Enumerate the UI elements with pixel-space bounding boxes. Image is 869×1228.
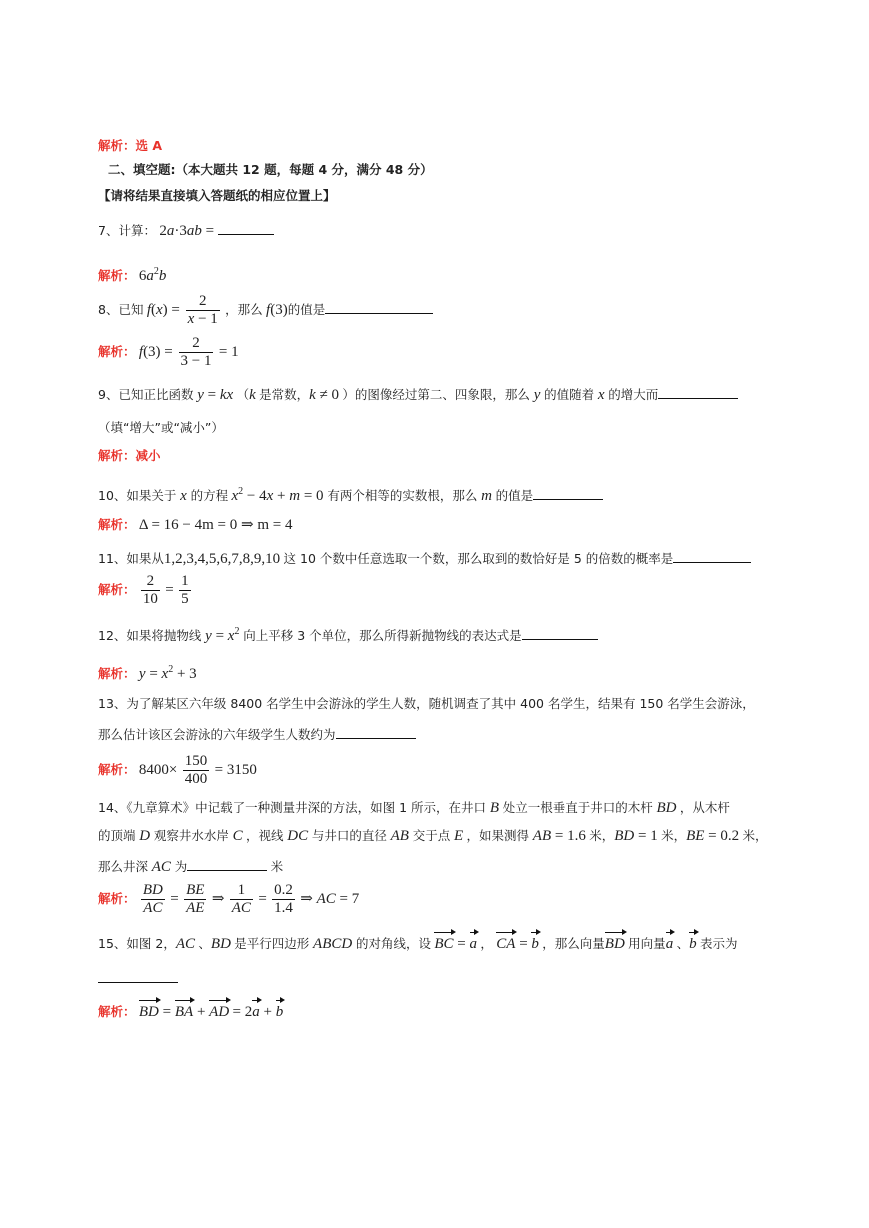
answer-14: 解析： $\frac{BD}{AC}$ = $\frac{BE}{AE}$ ⇒ $\frac{1}{AC}$ = $\frac{0.2}{1.4}$ ⇒ AC = 7 xyxy=(98,882,360,917)
prev-answer: 解析：选 A xyxy=(98,138,163,153)
answer-10: 解析： Δ = 16 − 4m = 0 ⇒ m = 4 xyxy=(98,517,293,533)
question-14-line2: 的顶端 D 观察井水水岸 C ，视线 DC 与井口的直径 AB 交于点 E ，如果测得 AB = 1.6 米，BD = 1 米，BE = 0.2 米， xyxy=(98,828,768,844)
question-14-line1: 14、《九章算术》中记载了一种测量井深的方法，如图 1 所示，在井口 B 处立一根垂直于井口的木杆 BD ，从木杆 xyxy=(98,800,730,816)
answer-12: 解析： $y = x^2 + 3$ xyxy=(98,664,197,682)
question-13-line1: 13、为了解某区六年级 8400 名学生中会游泳的学生人数，随机调查了其中 400 名学生，结果有 150 名学生会游泳， xyxy=(98,696,755,711)
question-15: 15、如图 2，AC 、BD 是平行四边形 ABCD 的对角线，设 BC = a ， CA = b ，那么向量BD 用向量a 、b 表示为 xyxy=(98,936,738,952)
question-8: 8、已知 f(x) = $\frac{2}{x - 1}$ ，那么 f(3)的值是 xyxy=(98,292,433,328)
question-9-hint: （填“增大”或“减小”） xyxy=(98,420,224,435)
section-instruction: 【请将结果直接填入答题纸的相应位置上】 xyxy=(98,188,336,203)
question-15-blank xyxy=(98,968,178,989)
question-7: 7、计算： 2a·3ab = xyxy=(98,220,274,241)
question-9: 9、已知正比函数 y = kx （k 是常数，k ≠ 0 ）的图像经过第二、四象限，那么 y 的值随着 x 的增大而 xyxy=(98,384,738,405)
question-13-line2: 那么估计该区会游泳的六年级学生人数约为 xyxy=(98,724,416,745)
question-12: 12、如果将抛物线 $y = x^2$ 向上平移 3 个单位，那么所得新抛物线的表达式是 xyxy=(98,622,598,646)
section-header: 二、填空题:（本大题共 12 题，每题 4 分，满分 48 分） xyxy=(108,162,433,177)
answer-9: 解析：减小 xyxy=(98,448,161,463)
answer-8: 解析： f(3) = $\frac{2}{3 - 1}$ = 1 xyxy=(98,335,239,370)
answer-11: 解析： $\frac{2}{10}$ = $\frac{1}{5}$ xyxy=(98,573,189,608)
question-10: 10、如果关于 x 的方程 $x^2 - 4x + m = 0$ 有两个相等的实数根，那么 m 的值是 xyxy=(98,482,603,506)
answer-13: 解析： 8400× $\frac{150}{400}$ = 3150 xyxy=(98,753,257,788)
question-14-line3: 那么井深 AC 为 米 xyxy=(98,856,283,877)
answer-15: 解析： BD = BA + AD = 2a + b xyxy=(98,1004,284,1020)
answer-7: 解析： $6a^2b$ xyxy=(98,266,167,284)
question-11: 11、如果从1,2,3,4,5,6,7,8,9,10 这 10 个数中任意选取一个数，那么取到的数恰好是 5 的倍数的概率是 xyxy=(98,548,751,569)
